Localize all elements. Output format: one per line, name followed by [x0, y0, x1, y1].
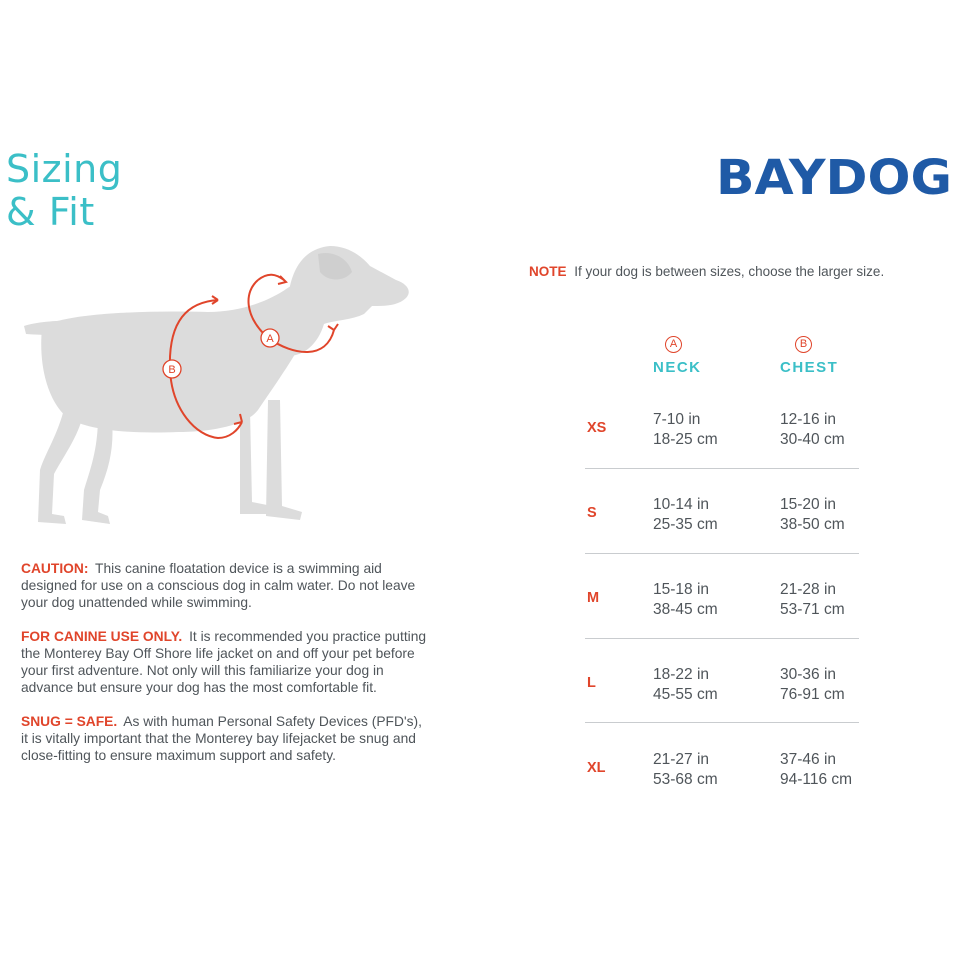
neck-value: [653, 750, 718, 789]
title-line-1: Sizing: [6, 147, 123, 191]
neck-cm: 38-45 cm: [653, 600, 718, 618]
size-row: [585, 411, 859, 505]
size-label: M: [587, 590, 600, 606]
neck-inches: 15-18 in: [653, 581, 710, 598]
chest-value: [780, 580, 845, 619]
neck-inches: 21-27 in: [653, 751, 710, 768]
page-title: [6, 148, 122, 234]
neck-value: [653, 495, 718, 534]
size-row: [585, 496, 859, 590]
safety-paragraphs: [21, 560, 431, 781]
chest-marker: B: [795, 336, 812, 353]
size-label: XL: [587, 760, 606, 776]
neck-inches: 10-14 in: [653, 496, 710, 513]
neck-value: [653, 410, 718, 449]
row-divider: [585, 638, 859, 639]
chest-cm: 76-91 cm: [780, 685, 845, 703]
chest-inches: 30-36 in: [780, 666, 837, 683]
canine-use-label: FOR CANINE USE ONLY.: [21, 629, 183, 644]
chest-cm: 53-71 cm: [780, 600, 845, 618]
note-label: NOTE: [529, 264, 567, 279]
chest-cm: 38-50 cm: [780, 515, 845, 533]
caution-label: CAUTION:: [21, 561, 89, 576]
snug-text: As with human Personal Safety Devices (PFD's), it is vitally important that the Monterey bay lifejacket be snug and close-fitting to ensure maximum support and safety.: [21, 714, 422, 763]
dog-silhouette: [24, 246, 409, 524]
marker-a-label: A: [266, 333, 274, 345]
chest-value: [780, 410, 845, 449]
chest-value: [780, 495, 845, 534]
chest-inches: 12-16 in: [780, 411, 837, 428]
neck-inches: 18-22 in: [653, 666, 710, 683]
title-line-2: & Fit: [6, 190, 95, 234]
size-label: L: [587, 675, 596, 691]
size-row: [585, 751, 859, 845]
size-row: [585, 581, 859, 675]
note-text: If your dog is between sizes, choose the larger size.: [574, 264, 885, 279]
neck-inches: 7-10 in: [653, 411, 701, 428]
chest-inches: 21-28 in: [780, 581, 837, 598]
dog-measurement-diagram: [18, 240, 418, 540]
neck-marker: A: [665, 336, 682, 353]
canine-use-paragraph: [21, 628, 431, 696]
sizing-note: [529, 264, 884, 279]
caution-paragraph: [21, 560, 431, 611]
neck-cm: 53-68 cm: [653, 770, 718, 788]
size-row: [585, 666, 859, 760]
chest-value: [780, 750, 852, 789]
size-label: XS: [587, 420, 607, 436]
neck-value: [653, 665, 718, 704]
neck-column-header: [653, 336, 702, 376]
chest-inches: 37-46 in: [780, 751, 837, 768]
canine-use-text: It is recommended you practice putting the Monterey Bay Off Shore life jacket on and off your pet before your first adventure. Not only will this familiarize your dog in advance but ensure your dog has the most comfortable fit.: [21, 629, 427, 695]
neck-column-label: NECK: [653, 359, 702, 376]
snug-paragraph: [21, 713, 431, 764]
chest-cm: 94-116 cm: [780, 770, 853, 788]
chest-column-label: CHEST: [780, 359, 839, 376]
snug-label: SNUG = SAFE.: [21, 714, 118, 729]
row-divider: [585, 468, 859, 469]
row-divider: [585, 722, 859, 723]
chest-column-header: [780, 336, 838, 376]
row-divider: [585, 553, 859, 554]
size-label: S: [587, 505, 597, 521]
caution-text: This canine floatation device is a swimming aid designed for use on a conscious dog in calm water. Do not leave your dog unattended while swimming.: [21, 561, 416, 610]
neck-cm: 25-35 cm: [653, 515, 718, 533]
neck-cm: 45-55 cm: [653, 685, 718, 703]
neck-cm: 18-25 cm: [653, 430, 718, 448]
chest-value: [780, 665, 845, 704]
baydog-logo: [716, 148, 952, 202]
chest-inches: 15-20 in: [780, 496, 837, 513]
baydog-logo-text: BAYDOG: [716, 150, 952, 202]
chest-cm: 30-40 cm: [780, 430, 845, 448]
marker-b-label: B: [168, 364, 176, 376]
neck-value: [653, 580, 718, 619]
